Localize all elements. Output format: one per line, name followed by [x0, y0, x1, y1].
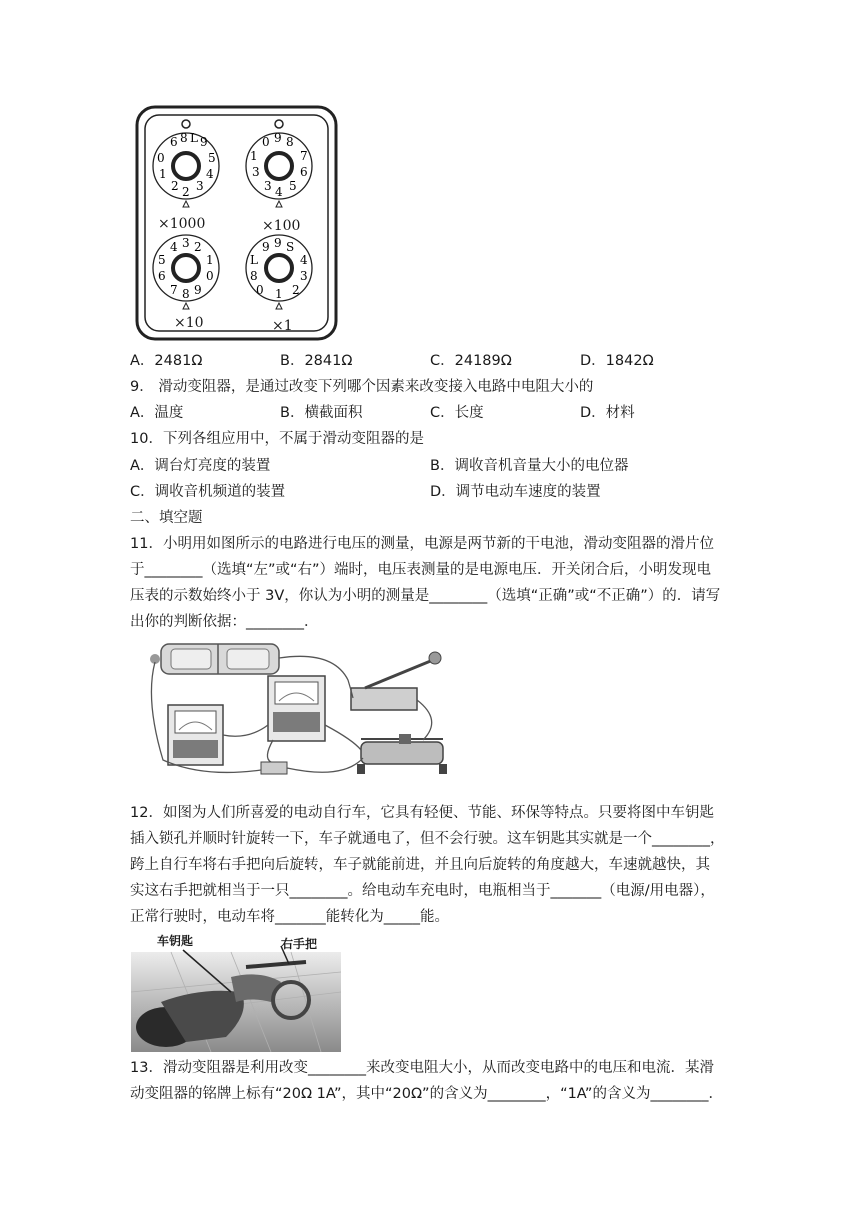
q10-stem: 10．下列各组应用中，不属于滑动变阻器的是: [130, 431, 424, 447]
svg-text:9: 9: [200, 135, 208, 149]
circuit-photo: [143, 640, 453, 778]
dial-x100: [246, 131, 312, 207]
svg-text:1: 1: [250, 149, 258, 163]
q11-line-2: 于________（选填“左”或“右”）端时，电压表测量的是电源电压．开关闭合后，小明发现电: [130, 562, 712, 578]
dial-x10: [153, 235, 219, 309]
svg-text:S: S: [286, 240, 295, 254]
q10-option-d[interactable]: D．调节电动车速度的装置: [430, 484, 601, 500]
q12-line-5: 正常行驶时，电动车将_______能转化为_____能。: [130, 909, 449, 925]
q13-line-1: 13．滑动变阻器是利用改变________来改变电阻大小，从而改变电路中的电压和电流．某滑: [130, 1060, 714, 1076]
q12-line-1: 12．如图为人们所喜爱的电动自行车，它具有轻便、节能、环保等特点。只要将图中车钥匙: [130, 805, 714, 821]
svg-text:4: 4: [275, 185, 283, 199]
svg-text:8: 8: [250, 269, 258, 283]
svg-text:2: 2: [171, 179, 179, 193]
svg-text:2: 2: [194, 240, 202, 254]
q10-option-b[interactable]: B．调收音机音量大小的电位器: [430, 458, 629, 474]
circuit-drawing: [143, 640, 453, 778]
svg-text:6: 6: [300, 165, 308, 179]
svg-text:9: 9: [194, 283, 202, 297]
svg-text:0: 0: [262, 135, 270, 149]
svg-text:1: 1: [275, 287, 283, 301]
svg-text:6: 6: [158, 269, 166, 283]
q12-line-3: 跨上自行车将右手把向后旋转，车子就能前进，并且向后旋转的角度越大，车速就越快，其: [130, 857, 710, 873]
q12-line-4: 实这右手把就相当于一只________。给电动车充电时，电瓶相当于_______（电源/用电器），: [130, 883, 715, 899]
dial-label-x100: ×100: [262, 218, 301, 234]
section-title-fill-in: 二、填空题: [130, 510, 203, 526]
svg-text:5: 5: [208, 151, 216, 165]
q8-option-b[interactable]: B．2841Ω: [280, 353, 353, 369]
electric-bike-photo: [131, 932, 341, 1052]
svg-text:5: 5: [289, 179, 297, 193]
svg-text:3: 3: [300, 269, 308, 283]
svg-text:0: 0: [157, 151, 165, 165]
q13-line-2: 动变阻器的铭牌上标有“20Ω 1A”，其中“20Ω”的含义为________，“1A”的含义为________．: [130, 1086, 723, 1102]
q8-option-a[interactable]: A．2481Ω: [130, 353, 203, 369]
svg-text:1: 1: [159, 167, 167, 181]
svg-text:5: 5: [158, 253, 166, 267]
svg-text:9: 9: [262, 240, 270, 254]
svg-text:2: 2: [292, 283, 300, 297]
q8-option-c[interactable]: C．24189Ω: [430, 353, 512, 369]
label-right-handle: 右手把: [281, 937, 318, 951]
svg-text:2: 2: [182, 185, 190, 199]
q10-option-c[interactable]: C．调收音机频道的装置: [130, 484, 286, 500]
q9-option-a[interactable]: A．温度: [130, 405, 184, 421]
svg-text:4: 4: [300, 253, 308, 267]
svg-text:L: L: [190, 131, 198, 145]
svg-text:8: 8: [182, 287, 190, 301]
svg-text:1: 1: [206, 253, 214, 267]
q9-stem: 9． 滑动变阻器，是通过改变下列哪个因素来改变接入电路中电阻大小的: [130, 379, 594, 395]
dial-label-x1000: ×1000: [158, 216, 206, 232]
svg-text:4: 4: [170, 240, 178, 254]
svg-text:8: 8: [180, 131, 188, 145]
svg-text:4: 4: [206, 167, 214, 181]
svg-text:9: 9: [274, 236, 282, 250]
svg-text:3: 3: [182, 236, 190, 250]
svg-text:3: 3: [252, 165, 260, 179]
q10-option-a[interactable]: A．调台灯亮度的装置: [130, 458, 271, 474]
q9-option-b[interactable]: B．横截面积: [280, 405, 363, 421]
dial-label-x1: ×1: [272, 318, 293, 334]
q11-line-3: 压表的示数始终小于 3V，你认为小明的测量是________（选填“正确”或“不正确”）的．请写: [130, 588, 721, 604]
q8-option-d[interactable]: D．1842Ω: [580, 353, 654, 369]
svg-text:7: 7: [170, 283, 178, 297]
svg-text:L: L: [250, 253, 258, 267]
label-car-key: 车钥匙: [157, 934, 194, 948]
q9-option-d[interactable]: D．材料: [580, 405, 635, 421]
svg-text:0: 0: [256, 283, 264, 297]
svg-text:3: 3: [264, 179, 272, 193]
q9-option-c[interactable]: C．长度: [430, 405, 484, 421]
dial-label-x10: ×10: [174, 315, 204, 331]
q11-line-1: 11．小明用如图所示的电路进行电压的测量，电源是两节新的干电池，滑动变阻器的滑片位: [130, 536, 714, 552]
svg-text:0: 0: [206, 269, 214, 283]
svg-text:9: 9: [274, 131, 282, 145]
resistance-box-figure: [134, 104, 339, 342]
q12-line-2: 插入锁孔并顺时针旋转一下，车子就通电了，但不会行驶。这车钥匙其实就是一个________，: [130, 831, 725, 847]
dial-x1: [246, 235, 312, 309]
svg-text:3: 3: [196, 179, 204, 193]
q11-line-4: 出你的判断依据：________．: [130, 614, 319, 630]
svg-text:7: 7: [300, 149, 308, 163]
svg-text:6: 6: [170, 135, 178, 149]
svg-text:8: 8: [286, 135, 294, 149]
dial-x1000: [153, 131, 219, 207]
